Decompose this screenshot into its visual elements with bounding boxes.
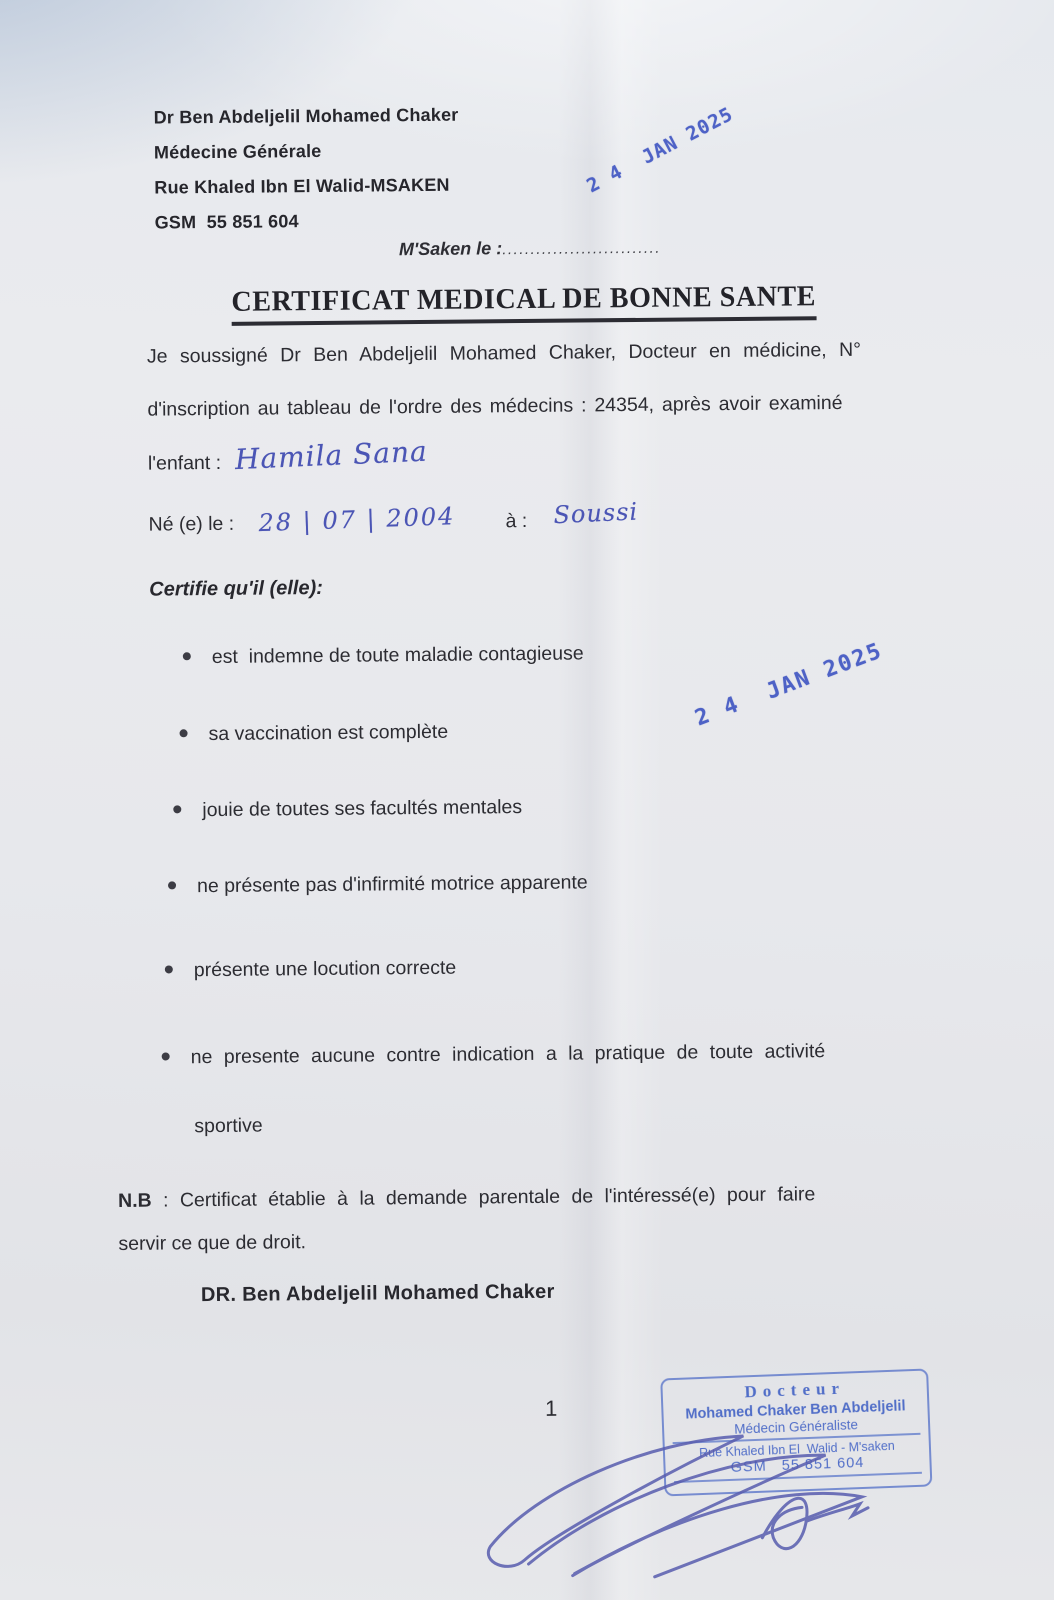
doctor-name-line: Dr Ben Abdeljelil Mohamed Chaker	[153, 104, 459, 128]
bullet-text: sa vaccination est complète	[208, 720, 449, 746]
nb-text-1: : Certificat établie à la demande parentale de l'intéressé(e) pour faire	[151, 1183, 816, 1212]
bullet-icon	[180, 729, 188, 737]
bullet-item	[183, 642, 584, 669]
intro-line-2: d'inscription au tableau de l'ordre des médecins : 24354, après avoir examiné	[147, 391, 843, 421]
place-date-line	[399, 237, 661, 261]
bullet-text: présente une locution correcte	[193, 956, 457, 982]
birthplace-label: à :	[505, 509, 528, 533]
nb-note-line-2: servir ce que de droit.	[118, 1231, 307, 1255]
bullet-item	[168, 871, 588, 898]
date-stamp-top: 2 4 JAN 2025	[583, 103, 737, 198]
bullet-text: ne présente pas d'infirmité motrice apparente	[196, 871, 588, 898]
bullet-item	[179, 721, 448, 747]
child-label: l'enfant :	[147, 451, 222, 475]
bullet-icon	[173, 805, 181, 813]
intro-line-1: Je soussigné Dr Ben Abdeljelil Mohamed Chaker, Docteur en médicine, N°	[146, 338, 862, 368]
birthplace-handwriting: Soussi	[552, 497, 639, 530]
dotted-leader: ............................	[502, 239, 662, 259]
bullet-item	[162, 1039, 977, 1070]
bullet-item	[173, 796, 522, 822]
child-line	[147, 434, 429, 477]
signature-ink	[475, 1425, 886, 1584]
bullet-text: est indemne de toute maladie contagieuse	[211, 642, 584, 669]
bullet-icon	[165, 965, 173, 973]
bullet-icon	[162, 1052, 170, 1060]
stamp-phone: GSM 55 851 604	[730, 1454, 865, 1476]
clinic-header	[154, 104, 460, 247]
birth-line	[148, 497, 848, 550]
child-name-handwriting: Hamila Sana	[234, 434, 429, 477]
nb-label: N.B	[117, 1189, 152, 1212]
bullet-text: sportive	[194, 1114, 263, 1138]
phone-line: GSM 55 851 604	[154, 211, 299, 233]
stamp-role: Médecin Généraliste	[733, 1417, 859, 1437]
bullet-text: ne presente aucune contre indication a la pratique de toute activité	[190, 1040, 826, 1069]
stamp-doctor-name: Mohamed Chaker Ben Abdeljelil	[685, 1398, 906, 1423]
bullet-icon	[183, 652, 191, 660]
signatory-line: DR. Ben Abdeljelil Mohamed Chaker	[200, 1280, 555, 1307]
specialty-line: Médecine Générale	[153, 140, 322, 163]
title-row	[0, 278, 1051, 328]
stamp-address: Rue Khaled Ibn El Walid - M'saken	[698, 1438, 896, 1461]
stamp-title: Docteur	[744, 1378, 846, 1402]
page-number: 1	[544, 1395, 558, 1421]
bullet-icon	[168, 881, 176, 889]
bullet-continuation-line	[194, 1115, 262, 1139]
bullet-item	[165, 957, 457, 983]
place-date-label: M'Saken le :	[398, 238, 503, 260]
birth-label: Né (e) le :	[148, 512, 235, 536]
nb-note-line-1	[118, 1183, 816, 1213]
bullet-text: jouie de toutes ses facultés mentales	[202, 796, 523, 822]
certificate-title: CERTIFICAT MEDICAL DE BONNE SANTE	[231, 280, 816, 326]
birth-date-handwriting: 28 | 07 | 2004	[258, 502, 456, 538]
date-stamp-middle: 2 4 JAN 2025	[691, 638, 887, 732]
address-line: Rue Khaled Ibn El Walid-MSAKEN	[154, 174, 450, 198]
certify-heading: Certifie qu'il (elle):	[149, 576, 323, 601]
